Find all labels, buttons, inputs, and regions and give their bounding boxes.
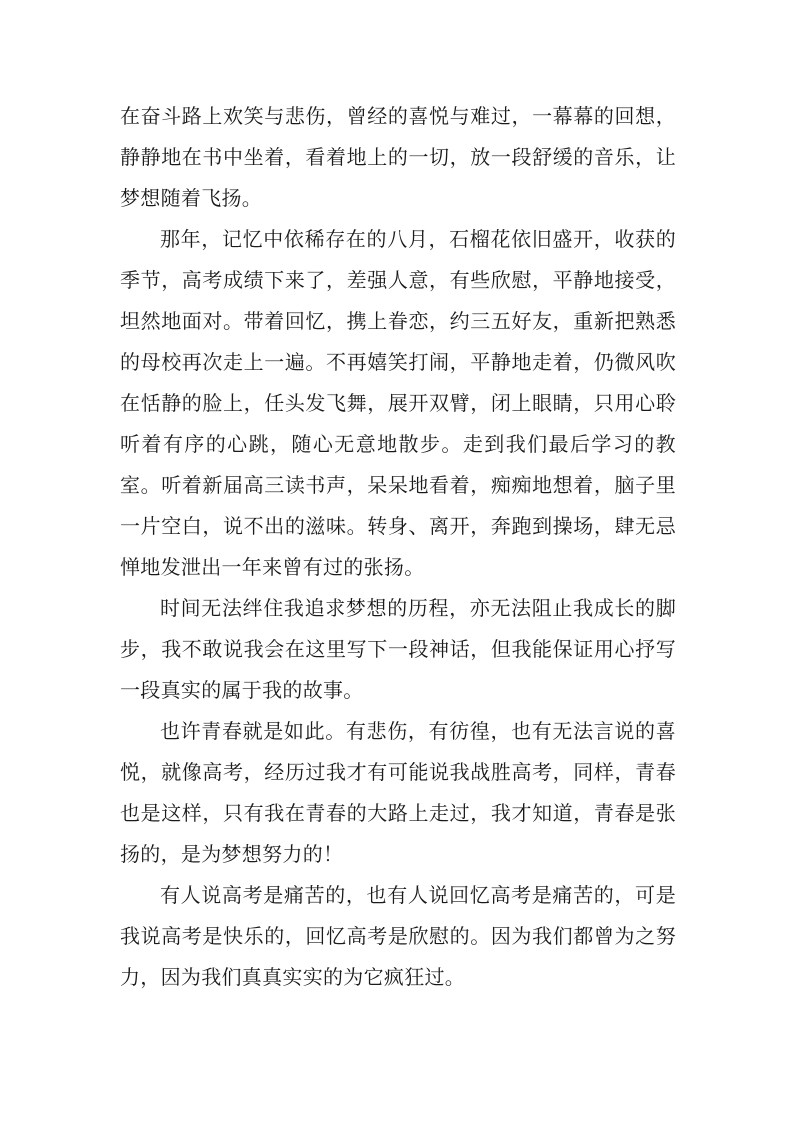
document-page xyxy=(120,96,676,998)
paragraph-2: 那年，记忆中依稀存在的八月，石榴花依旧盛开，收获的季节，高考成绩下来了，差强人意，有些欣慰，平静地接受，坦然地面对。带着回忆，携上眷恋，约三五好友，重新把熟悉的母校再次走上一遍。不再嬉笑打闹，平静地走着，仍微风吹在恬静的脸上，任头发飞舞，展开双臂，闭上眼睛，只用心聆听着有序的心跳，随心无意地散步。走到我们最后学习的教室。听着新届高三读书声，呆呆地看着，痴痴地想着，脑子里一片空白，说不出的滋味。转身、离开，奔跑到操场，肆无忌惮地发泄出一年来曾有过的张扬。 xyxy=(120,227,676,579)
paragraph-4: 也许青春就是如此。有悲伤，有彷徨，也有无法言说的喜悦，就像高考，经历过我才有可能说我战胜高考，同样，青春也是这样，只有我在青春的大路上走过，我才知道，青春是张扬的，是为梦想努力的！ xyxy=(120,719,676,866)
paragraph-5: 有人说高考是痛苦的，也有人说回忆高考是痛苦的，可是我说高考是快乐的，回忆高考是欣慰的。因为我们都曾为之努力，因为我们真真实实的为它疯狂过。 xyxy=(120,883,676,989)
paragraph-1: 在奋斗路上欢笑与悲伤，曾经的喜悦与难过，一幕幕的回想，静静地在书中坐着，看着地上的一切，放一段舒缓的音乐，让梦想随着飞扬。 xyxy=(120,104,676,210)
paragraph-3: 时间无法绊住我追求梦想的历程，亦无法阻止我成长的脚步，我不敢说我会在这里写下一段神话，但我能保证用心抒写一段真实的属于我的故事。 xyxy=(120,596,676,702)
